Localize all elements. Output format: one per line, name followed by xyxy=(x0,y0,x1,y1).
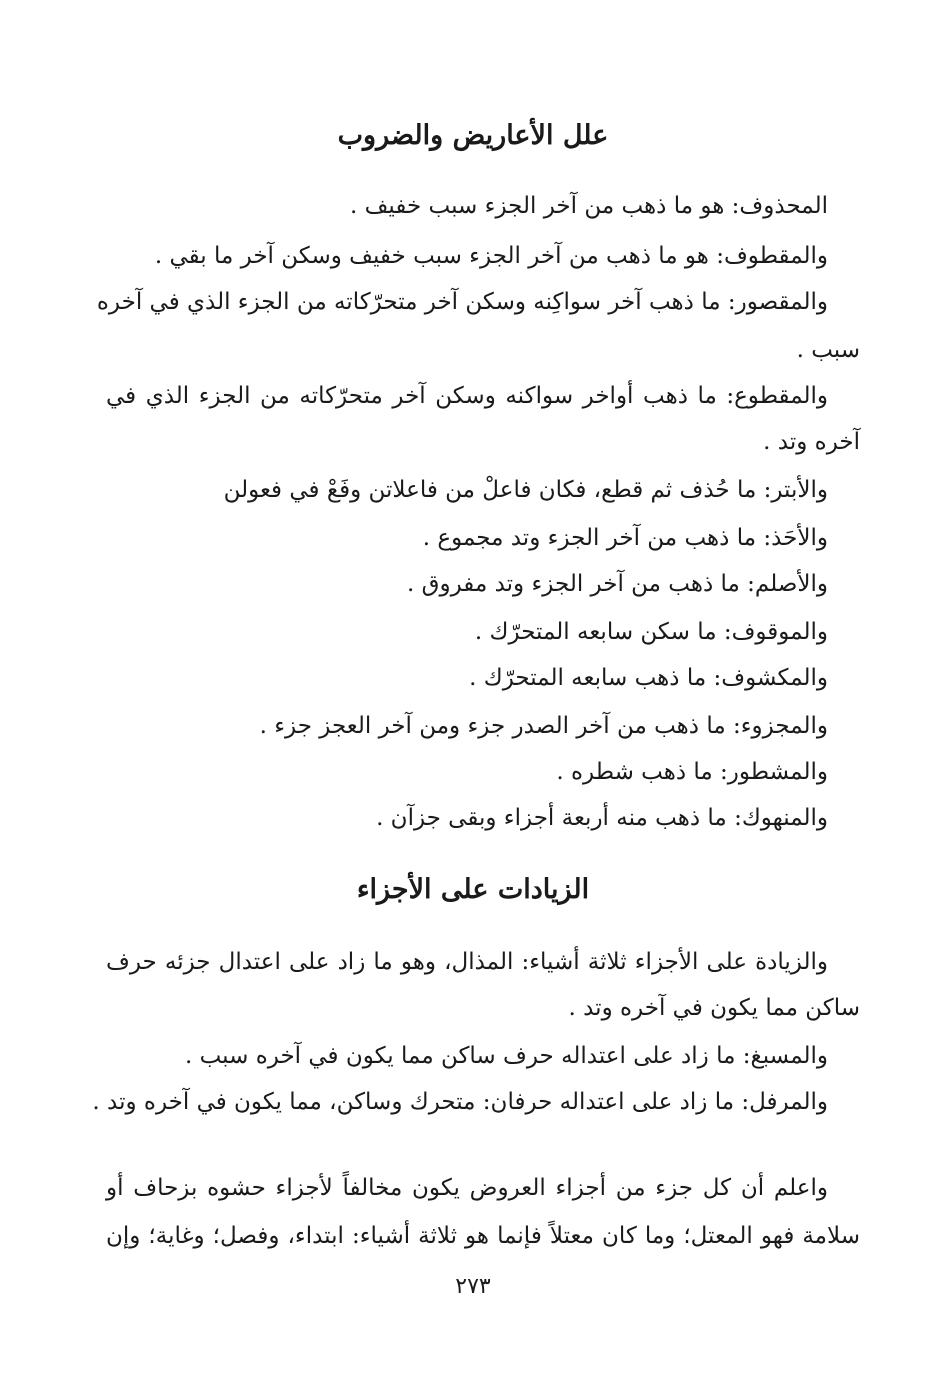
text-line: سلامة فهو المعتل؛ وما كان معتلاً فإنما هو ثلاثة أشياء: ابتداء، وفصل؛ وغاية؛ وإن xyxy=(106,1223,860,1249)
text-line: والأصلم: ما ذهب من آخر الجزء وتد مفروق . xyxy=(407,571,828,597)
heading-additions: الزيادات على الأجزاء xyxy=(356,874,590,905)
text-line: والمرفل: ما زاد على اعتداله حرفان: متحرك وساكن، مما يكون في آخره وتد . xyxy=(92,1089,828,1115)
text-line: والمنهوك: ما ذهب منه أربعة أجزاء وبقى جزآن . xyxy=(376,805,828,831)
text-line: والمقصور: ما ذهب آخر سواكِنه وسكن آخر متحرّكاته من الجزء الذي في آخره xyxy=(96,289,828,315)
heading-meter-defects: علل الأعاريض والضروب xyxy=(337,120,609,151)
text-line: والأحَذ: ما ذهب من آخر الجزء وتد مجموع . xyxy=(422,525,828,551)
text-line: واعلم أن كل جزء من أجزاء العروض يكون مخالفاً لأجزاء حشوه بزحاف أو xyxy=(106,1175,828,1201)
text-line: ساكن مما يكون في آخره وتد . xyxy=(568,995,860,1021)
text-line: والزيادة على الأجزاء ثلاثة أشياء: المذال، وهو ما زاد على اعتدال جزئه حرف xyxy=(106,949,828,975)
text-line: سبب . xyxy=(796,337,860,363)
text-line: المحذوف: هو ما ذهب من آخر الجزء سبب خفيف . xyxy=(350,193,828,219)
text-line: والموقوف: ما سكن سابعه المتحرّك . xyxy=(474,619,828,645)
text-line: والمشطور: ما ذهب شطره . xyxy=(556,759,828,785)
text-line: والمسبغ: ما زاد على اعتداله حرف ساكن مما يكون في آخره سبب . xyxy=(184,1043,828,1069)
text-line: والأبتر: ما حُذف ثم قطع، فكان فاعلْ من فاعلاتن وفَعْ في فعولن xyxy=(223,477,828,503)
text-line: والمقطوع: ما ذهب أواخر سواكنه وسكن آخر متحرّكاته من الجزء الذي في xyxy=(106,383,828,409)
text-line: والمقطوف: هو ما ذهب من آخر الجزء سبب خفيف وسكن آخر ما بقي . xyxy=(154,243,828,269)
text-line: والمكشوف: ما ذهب سابعه المتحرّك . xyxy=(469,665,828,691)
text-line: آخره وتد . xyxy=(763,429,860,455)
page-number: ٢٧٣ xyxy=(455,1274,491,1299)
text-line: والمجزوء: ما ذهب من آخر الصدر جزء ومن آخر العجز جزء . xyxy=(259,713,828,739)
